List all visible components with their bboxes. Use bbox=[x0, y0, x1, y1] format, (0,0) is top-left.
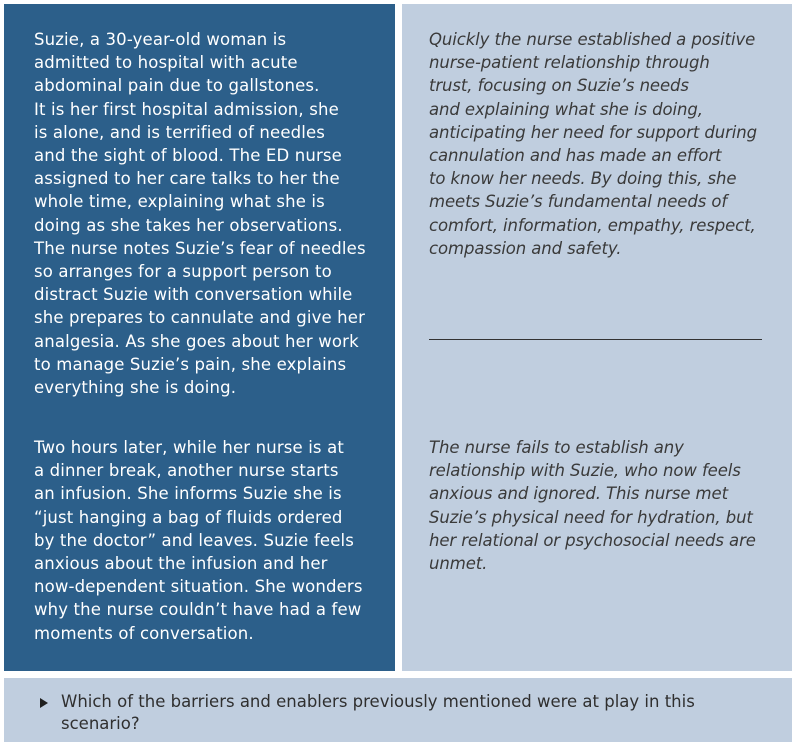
scenario-paragraph-first-nurse: Suzie, a 30-year-old woman is admitted to hospital with acute abdominal pain due to gallstones. It is her first hospital admission, she is alone, and is terrified of needles and the sight of blood. The ED nurse assigned to her care talks to her the whole time, explaining what she is doing as she takes her observations. The nurse notes Suzie’s fear of needles so arranges for a support person to distract Suzie with conversation while she prepares to cannulate and give her analgesia. As she goes about her work to manage Suzie’s pain, she explains everything she is doing. bbox=[34, 30, 366, 398]
reflection-question-text: Which of the barriers and enablers previously mentioned were at play in this scenario? bbox=[61, 692, 695, 733]
scenario-panel bbox=[4, 4, 395, 671]
triangle-bullet-icon bbox=[40, 698, 48, 708]
reflection-question-panel bbox=[4, 678, 792, 742]
commentary-divider bbox=[429, 339, 762, 340]
commentary-paragraph-negative: The nurse fails to establish any relationship with Suzie, who now feels anxious and ignored. This nurse met Suzie’s physical need for hydration, but her relational or psychosocial needs are unmet. bbox=[429, 438, 756, 574]
commentary-panel bbox=[402, 4, 792, 671]
commentary-paragraph-positive: Quickly the nurse established a positive nurse-patient relationship through trust, focusing on Suzie’s needs and explaining what she is doing, anticipating her need for support during cannulation and has made an effort to know her needs. By doing this, she meets Suzie’s fundamental needs of comfort, information, empathy, respect, compassion and safety. bbox=[429, 30, 757, 258]
scenario-paragraph-second-nurse: Two hours later, while her nurse is at a dinner break, another nurse starts an infusion. She informs Suzie she is “just hanging a bag of fluids ordered by the doctor” and leaves. Suzie feels anxious about the infusion and her now-dependent situation. She wonders why the nurse couldn’t have had a few moments of conversation. bbox=[34, 438, 363, 643]
reflection-question-row bbox=[40, 691, 772, 735]
